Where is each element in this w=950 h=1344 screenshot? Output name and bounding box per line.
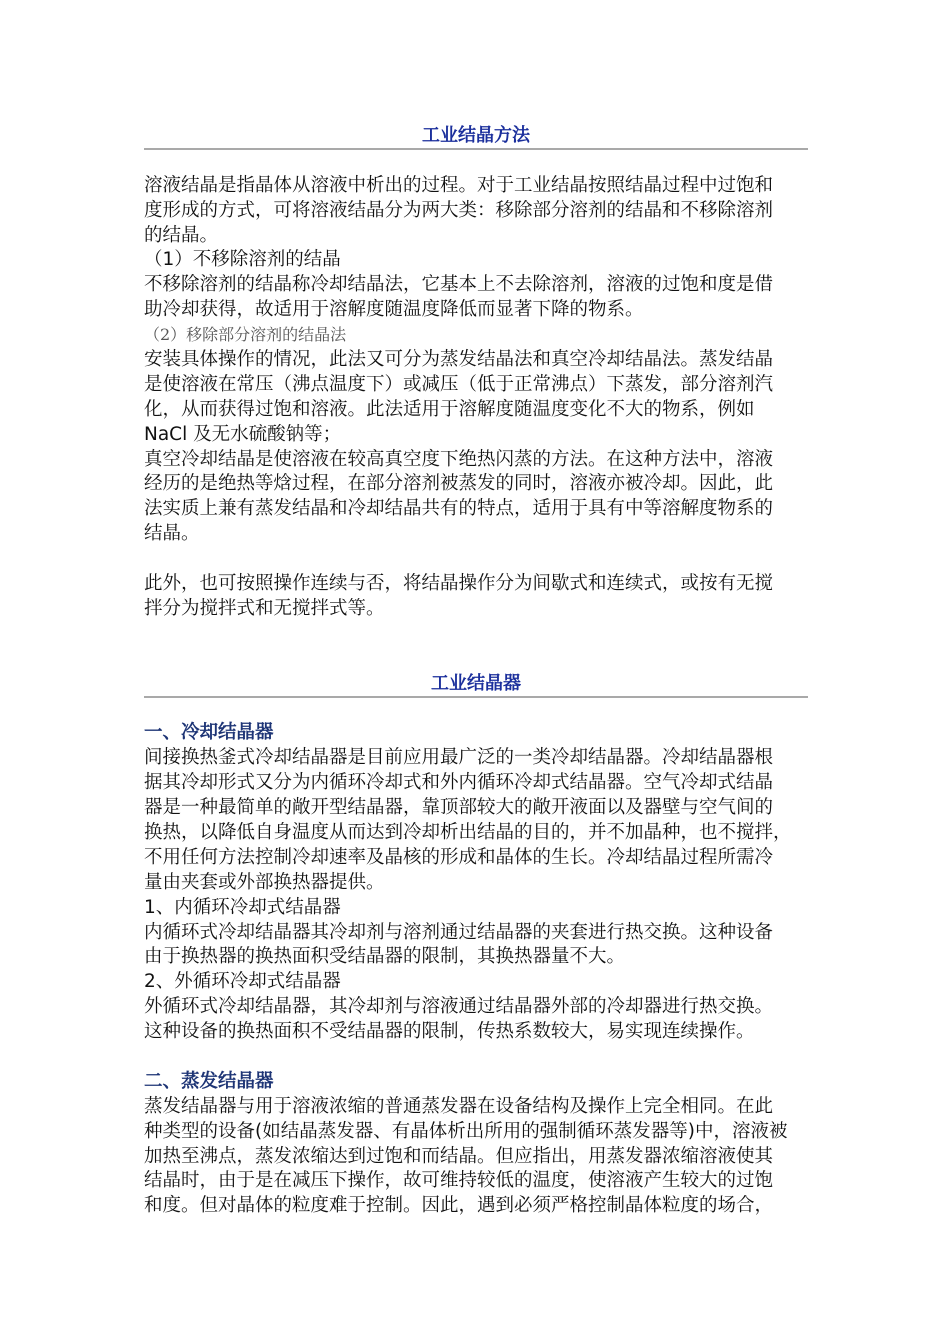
- paragraph-line: 和度。但对晶体的粒度难于控制。因此，遇到必须严格控制晶体粒度的场合，: [144, 1195, 774, 1217]
- paragraph-line: 溶液结晶是指晶体从溶液中析出的过程。对于工业结晶按照结晶过程中过饱和: [144, 174, 774, 196]
- subheading-external-circulation: 2、外循环冷却式结晶器: [144, 971, 341, 993]
- heading-cooling-crystallizer: 一、冷却结晶器: [144, 722, 274, 744]
- paragraph-line: 间接换热釜式冷却结晶器是目前应用最广泛的一类冷却结晶器。冷却结晶器根: [144, 747, 774, 769]
- spacer: [144, 149, 808, 174]
- paragraph-line: 助冷却获得，故适用于溶解度随温度降低而显著下降的物系。: [144, 299, 644, 321]
- paragraph-line: 据其冷却形式又分为内循环冷却式和外内循环冷却式结晶器。空气冷却式结晶: [144, 772, 774, 794]
- title-divider: [144, 148, 808, 150]
- paragraph-line: 拌分为搅拌式和无搅拌式等。: [144, 597, 385, 619]
- paragraph-line: 的结晶。: [144, 224, 219, 246]
- spacer: [144, 647, 808, 672]
- paragraph-line: 这种设备的换热面积不受结晶器的限制，传热系数较大，易实现连续操作。: [144, 1021, 755, 1043]
- methods-body: [144, 174, 808, 622]
- paragraph-line: 加热至沸点，蒸发浓缩达到过饱和而结晶。但应指出，用蒸发器浓缩溶液使其: [144, 1145, 774, 1167]
- title-divider: [144, 696, 808, 698]
- title-text: 工业结晶方法: [422, 125, 530, 146]
- paragraph-line: 是使溶液在常压（沸点温度下）或减压（低于正常沸点）下蒸发，部分溶剂汽: [144, 373, 774, 395]
- paragraph-line: 内循环式冷却结晶器其冷却剂与溶剂通过结晶器的夹套进行热交换。这种设备: [144, 921, 774, 943]
- paragraph-line: 结晶。: [144, 523, 200, 545]
- paragraph-line: 种类型的设备(如结晶蒸发器、有晶体析出所用的强制循环蒸发器等)中，溶液被: [144, 1120, 788, 1142]
- title-text: 工业结晶器: [431, 672, 521, 694]
- evaporation-body: [144, 1095, 808, 1219]
- cooling-body: [144, 746, 808, 1045]
- paragraph-line: 化，从而获得过饱和溶液。此法适用于溶解度随温度变化不大的物系，例如: [144, 398, 755, 420]
- paragraph-line: 此外，也可按照操作连续与否，将结晶操作分为间歇式和连续式，或按有无搅: [144, 573, 774, 595]
- paragraph-line: 量由夹套或外部换热器提供。: [144, 871, 385, 893]
- paragraph-line: 真空冷却结晶是使溶液在较高真空度下绝热闪蒸的方法。在这种方法中，溶液: [144, 448, 774, 470]
- paragraph-line: 经历的是绝热等焓过程，在部分溶剂被蒸发的同时，溶液亦被冷却。因此，此: [144, 473, 774, 495]
- paragraph-line: 不用任何方法控制冷却速率及晶核的形成和晶体的生长。冷却结晶过程所需冷: [144, 846, 774, 868]
- spacer: [144, 622, 808, 647]
- paragraph-line: 外循环式冷却结晶器，其冷却剂与溶液通过结晶器外部的冷却器进行热交换。: [144, 996, 774, 1018]
- spacer: [144, 696, 808, 721]
- paragraph-line: 度形成的方式，可将溶液结晶分为两大类：移除部分溶剂的结晶和不移除溶剂: [144, 199, 774, 221]
- paragraph-line: 由于换热器的换热面积受结晶器的限制，其换热器量不大。: [144, 946, 626, 968]
- spacer: [144, 1045, 808, 1070]
- paragraph-line: NaCl 及无水硫酸钠等；: [144, 423, 342, 445]
- paragraph-line: 器是一种最简单的敞开型结晶器，靠顶部较大的敞开液面以及器壁与空气间的: [144, 797, 774, 819]
- paragraph-line: 安装具体操作的情况，此法又可分为蒸发结晶法和真空冷却结晶法。蒸发结晶: [144, 349, 774, 371]
- section-title-methods: [144, 124, 808, 149]
- paragraph-line: 换热，以降低自身温度从而达到冷却析出结晶的目的，并不加晶种，也不搅拌，: [144, 821, 792, 843]
- heading-evaporative-crystallizer: 二、蒸发结晶器: [144, 1070, 274, 1092]
- spacer: [144, 547, 808, 572]
- paragraph-line: 结晶时，由于是在减压下操作，故可维持较低的温度，使溶液产生较大的过饱: [144, 1170, 774, 1192]
- subheading-no-solvent-removal: （1）不移除溶剂的结晶: [144, 249, 341, 271]
- subheading-partial-solvent-removal: （2）移除部分溶剂的结晶法: [144, 325, 347, 345]
- paragraph-line: 蒸发结晶器与用于溶液浓缩的普通蒸发器在设备结构及操作上完全相同。在此: [144, 1095, 774, 1117]
- subheading-internal-circulation: 1、内循环冷却式结晶器: [144, 896, 341, 918]
- paragraph-line: 不移除溶剂的结晶称冷却结晶法，它基本上不去除溶剂，溶液的过饱和度是借: [144, 274, 774, 296]
- section-title-crystallizers: [144, 672, 808, 697]
- paragraph-line: 法实质上兼有蒸发结晶和冷却结晶共有的特点，适用于具有中等溶解度物系的: [144, 498, 774, 520]
- document-page: [144, 124, 808, 1219]
